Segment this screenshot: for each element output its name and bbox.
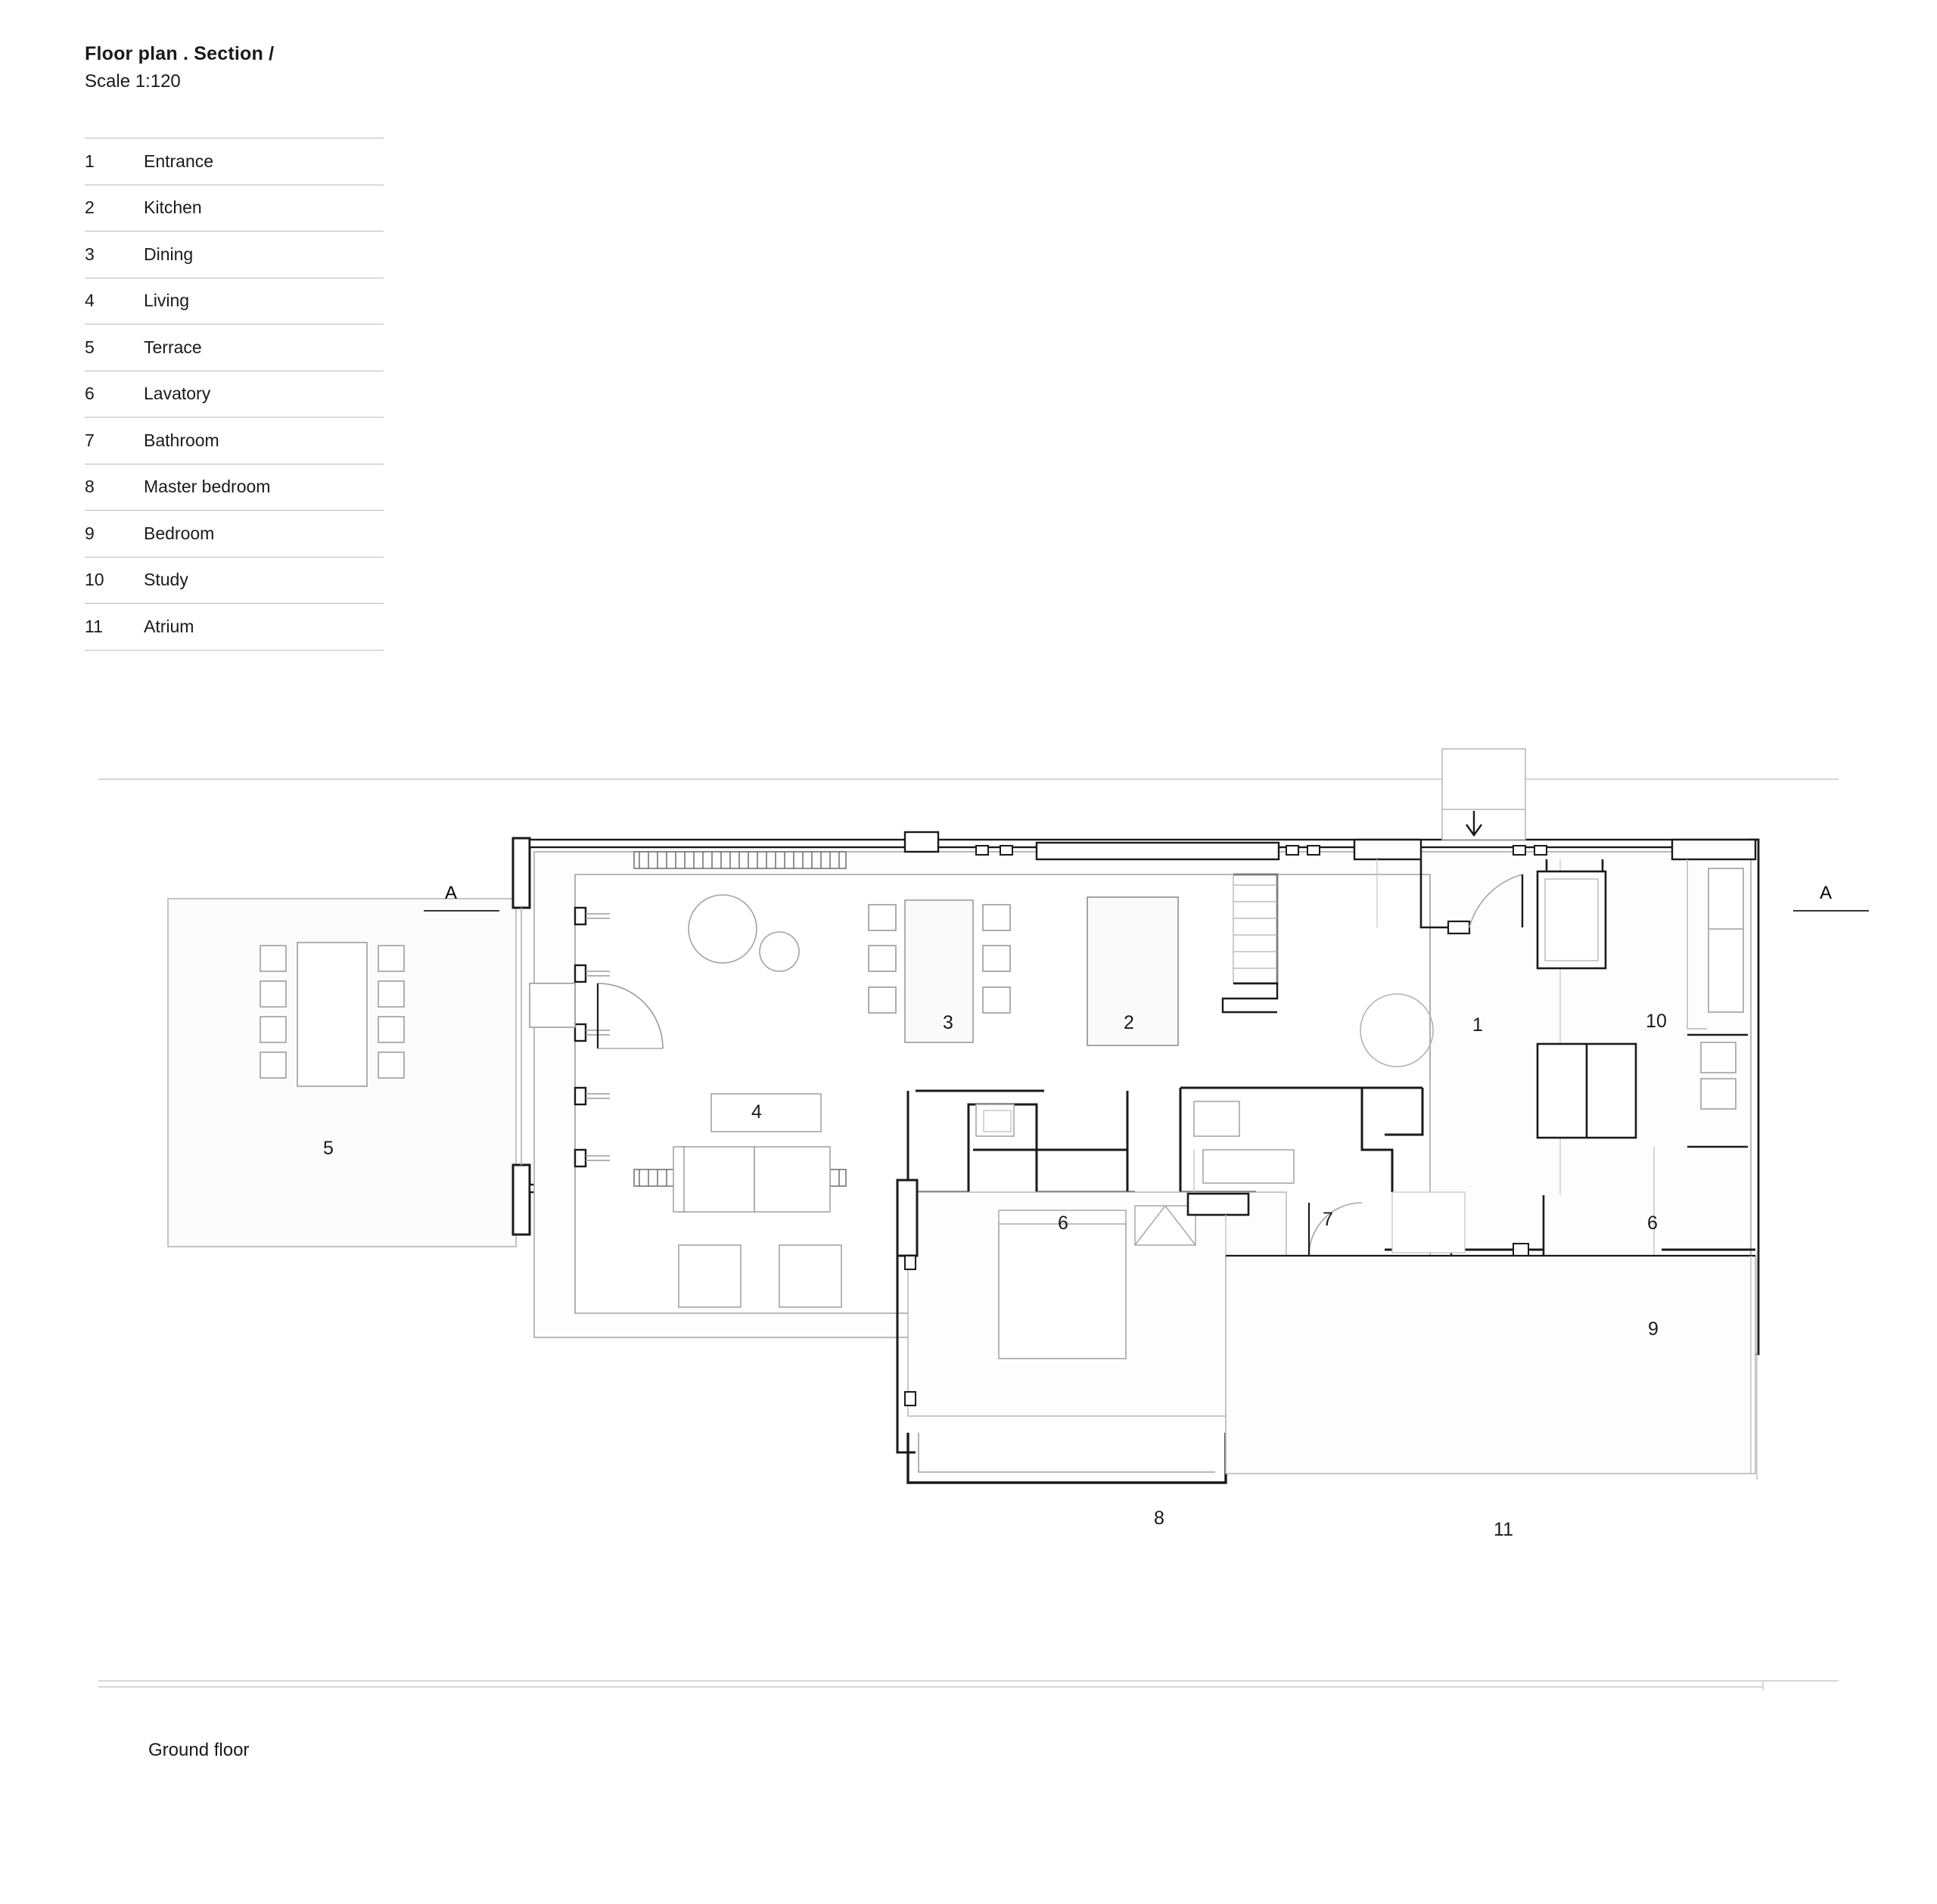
list-item [85,185,384,232]
list-item [85,511,384,558]
section-marker-right: A [1820,883,1833,903]
room-number-9: 9 [1648,1319,1659,1340]
terrace-area [168,899,516,1247]
legend-number: 6 [85,384,95,404]
legend-number: 7 [85,430,95,450]
legend-label: Bathroom [144,430,219,450]
page-title: Floor plan . Section / [85,43,275,64]
section-marker-left: A [445,883,458,903]
page-subtitle: Scale 1:120 [85,71,181,92]
room-number-2: 2 [1124,1012,1134,1033]
legend-label: Bedroom [144,523,215,543]
legend-label: Living [144,290,190,311]
list-item [85,418,384,464]
room-number-10: 10 [1646,1011,1667,1032]
list-item [85,604,384,651]
room-number-6b: 6 [1647,1213,1658,1234]
list-item [85,138,384,185]
legend-label: Kitchen [144,197,202,218]
legend-number: 4 [85,290,95,311]
list-item [85,558,384,604]
room-number-4: 4 [751,1101,762,1123]
room-number-7: 7 [1323,1209,1333,1230]
list-item [85,231,384,278]
room-legend [85,138,384,651]
list-item [85,371,384,418]
room-number-6: 6 [1058,1213,1068,1234]
legend-label: Master bedroom [144,477,271,497]
legend-number: 11 [85,616,103,636]
list-item [85,464,384,511]
legend-number: 8 [85,477,95,497]
legend-number: 2 [85,197,95,218]
legend-label: Dining [144,244,194,264]
atrium-area [1226,1251,1757,1480]
legend-number: 3 [85,244,95,264]
room-number-1: 1 [1472,1014,1483,1036]
legend-label: Study [144,570,188,590]
legend-number: 5 [85,337,95,357]
legend-label: Atrium [144,616,194,636]
plan-caption: Ground floor [148,1740,250,1760]
room-number-5: 5 [323,1138,334,1159]
legend-number: 9 [85,523,95,543]
legend-number: 1 [85,151,95,171]
page-header [85,42,614,93]
legend-label: Terrace [144,337,202,357]
room-number-11: 11 [1494,1519,1513,1540]
glazing-north [634,852,846,868]
list-item [85,278,384,325]
room-number-3: 3 [943,1012,953,1033]
legend-number: 10 [85,570,104,590]
legend-label: Entrance [144,151,214,171]
ground-floor-plan-svg [0,726,1937,1740]
legend-label: Lavatory [144,384,211,404]
room-number-8: 8 [1154,1508,1164,1529]
list-item [85,325,384,371]
floor-plan-drawing [0,726,1937,1740]
